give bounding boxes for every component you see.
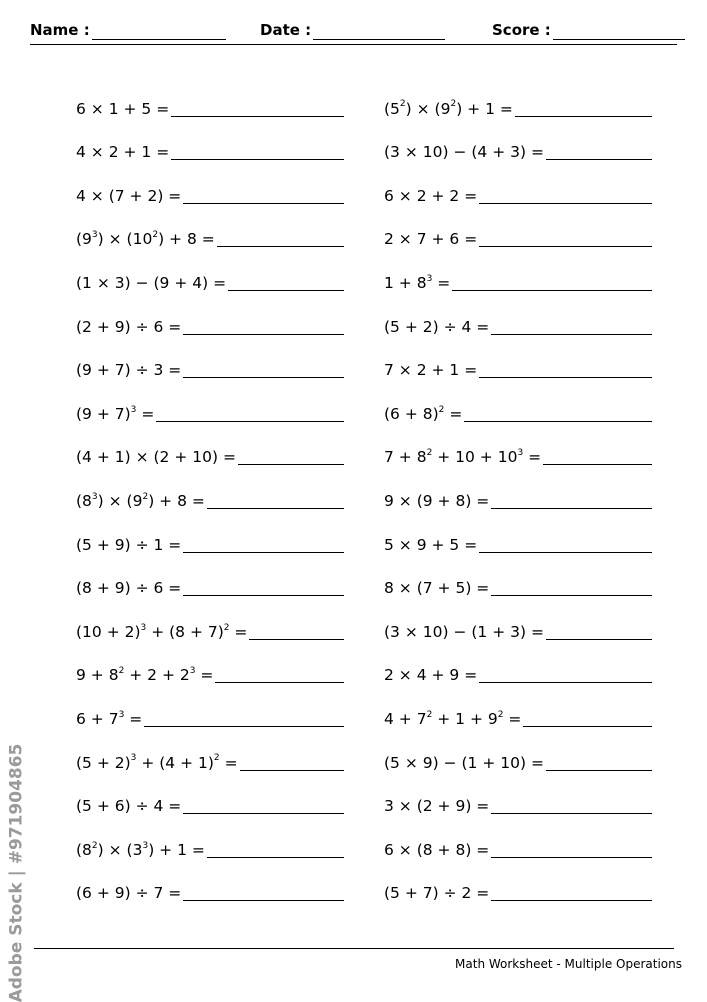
problem-expression: $1 + 8^3$ = (384, 273, 451, 292)
problem-expression: $(5^2) \times (9^2) + 1$ = (384, 99, 513, 118)
problem-expression: 4 × (7 + 2) = (76, 186, 182, 205)
left-problem-5 (76, 256, 344, 300)
answer-line (452, 290, 652, 291)
problem-expression: (5 + 7) ÷ 2 = (384, 884, 490, 903)
problem-expression: 2 × 7 + 6 = (384, 230, 478, 249)
answer-line (215, 682, 344, 683)
answer-line (479, 552, 652, 553)
date-label: Date : (260, 21, 312, 39)
problem-expression: (8 + 9) ÷ 6 = (76, 579, 182, 598)
problem-expression: 8 × (7 + 5) = (384, 579, 490, 598)
right-problem-1 (384, 82, 652, 126)
problem-expression: 6 × 2 + 2 = (384, 186, 478, 205)
problem-expression: (3 × 10) − (4 + 3) = (384, 143, 544, 162)
answer-line (183, 813, 344, 814)
left-problem-9 (76, 431, 344, 475)
answer-line (183, 203, 344, 204)
answer-line (171, 159, 344, 160)
stock-watermark (3, 743, 29, 1002)
answer-line (183, 552, 344, 553)
stock-id-text: Adobe Stock | #971904865 (6, 743, 26, 1002)
right-problem-2 (384, 126, 652, 170)
score-field (492, 20, 685, 40)
problem-expression: (5 + 9) ÷ 1 = (76, 535, 182, 554)
problem-expression: $(10 + 2)^3 + (8 + 7)^2$ = (76, 622, 248, 641)
problem-expression: $7 + 8^2 + 10 + 10^3$ = (384, 448, 542, 467)
answer-line (479, 246, 652, 247)
problem-expression: $6 + 7^3$ = (76, 709, 143, 728)
answer-line (183, 377, 344, 378)
problem-expression: $(9^3) \times (10^2) + 8$ = (76, 230, 215, 249)
left-problem-2 (76, 126, 344, 170)
right-problem-9 (384, 431, 652, 475)
name-field (30, 20, 226, 40)
answer-line (228, 290, 344, 291)
problem-expression: 6 × 1 + 5 = (76, 99, 170, 118)
problem-expression: (5 + 6) ÷ 4 = (76, 797, 182, 816)
problem-expression: 4 × 2 + 1 = (76, 143, 170, 162)
problem-expression: 2 × 4 + 9 = (384, 666, 478, 685)
answer-line (464, 421, 652, 422)
right-problem-8 (384, 387, 652, 431)
answer-line (491, 595, 652, 596)
problem-expression: (5 × 9) − (1 + 10) = (384, 753, 544, 772)
right-problem-16 (384, 736, 652, 780)
answer-line (217, 246, 344, 247)
worksheet-header (30, 20, 677, 44)
problem-expression: (1 × 3) − (9 + 4) = (76, 273, 227, 292)
left-problem-6 (76, 300, 344, 344)
answer-line (207, 857, 344, 858)
right-problem-18 (384, 823, 652, 867)
left-problem-column (76, 82, 344, 910)
score-label: Score : (492, 21, 551, 39)
left-problem-18 (76, 823, 344, 867)
right-problem-17 (384, 780, 652, 824)
answer-line (479, 377, 652, 378)
answer-line (479, 203, 652, 204)
answer-line (515, 116, 652, 117)
answer-line (156, 421, 344, 422)
right-problem-13 (384, 605, 652, 649)
problem-expression: 7 × 2 + 1 = (384, 361, 478, 380)
problem-expression: $(6 + 8)^2$ = (384, 404, 463, 423)
problem-expression: (4 + 1) × (2 + 10) = (76, 448, 236, 467)
problem-expression: $(9 + 7)^3$ = (76, 404, 155, 423)
score-blank-line (553, 23, 685, 40)
right-problem-4 (384, 213, 652, 257)
left-problem-17 (76, 780, 344, 824)
right-problem-3 (384, 169, 652, 213)
left-problem-16 (76, 736, 344, 780)
problem-expression: 3 × (2 + 9) = (384, 797, 490, 816)
left-problem-10 (76, 474, 344, 518)
left-problem-4 (76, 213, 344, 257)
footer-title: Math Worksheet - Multiple Operations (455, 957, 682, 971)
answer-line (249, 639, 344, 640)
answer-line (183, 900, 344, 901)
problem-expression: $(8^3) \times (9^2) + 8$ = (76, 491, 205, 510)
answer-line (144, 726, 344, 727)
problem-expression: (9 + 7) ÷ 3 = (76, 361, 182, 380)
answer-line (491, 857, 652, 858)
name-blank-line (92, 23, 226, 40)
right-problem-15 (384, 692, 652, 736)
left-problem-13 (76, 605, 344, 649)
answer-line (183, 595, 344, 596)
name-label: Name : (30, 21, 90, 39)
problem-expression: $9 + 8^2 + 2 + 2^3$ = (76, 666, 214, 685)
answer-line (238, 464, 344, 465)
problem-expression: 5 × 9 + 5 = (384, 535, 478, 554)
right-problem-12 (384, 562, 652, 606)
problem-expression: $(8^2) \times (3^3) + 1$ = (76, 840, 205, 859)
problem-expression: 6 × (8 + 8) = (384, 840, 490, 859)
problem-expression: $(5 + 2)^3 + (4 + 1)^2$ = (76, 753, 238, 772)
answer-line (183, 334, 344, 335)
right-problem-column (384, 82, 652, 910)
left-problem-14 (76, 649, 344, 693)
problem-expression: (2 + 9) ÷ 6 = (76, 317, 182, 336)
right-problem-5 (384, 256, 652, 300)
answer-line (491, 900, 652, 901)
header-divider (30, 44, 677, 45)
answer-line (543, 464, 652, 465)
answer-line (491, 334, 652, 335)
answer-line (240, 770, 344, 771)
answer-line (491, 508, 652, 509)
answer-line (523, 726, 652, 727)
left-problem-19 (76, 867, 344, 911)
answer-line (207, 508, 344, 509)
left-problem-3 (76, 169, 344, 213)
problem-expression: (6 + 9) ÷ 7 = (76, 884, 182, 903)
answer-line (546, 159, 652, 160)
left-problem-8 (76, 387, 344, 431)
left-problem-12 (76, 562, 344, 606)
right-problem-10 (384, 474, 652, 518)
right-problem-14 (384, 649, 652, 693)
left-problem-1 (76, 82, 344, 126)
left-problem-15 (76, 692, 344, 736)
problem-expression: 9 × (9 + 8) = (384, 491, 490, 510)
left-problem-11 (76, 518, 344, 562)
answer-line (491, 813, 652, 814)
answer-line (546, 639, 652, 640)
problem-expression: $4 + 7^2 + 1 + 9^2$ = (384, 709, 522, 728)
problem-expression: (3 × 10) − (1 + 3) = (384, 622, 544, 641)
right-problem-19 (384, 867, 652, 911)
answer-line (479, 682, 652, 683)
answer-line (546, 770, 652, 771)
date-blank-line (313, 23, 445, 40)
right-problem-6 (384, 300, 652, 344)
right-problem-11 (384, 518, 652, 562)
answer-line (171, 116, 344, 117)
footer-divider (34, 948, 674, 949)
problem-expression: (5 + 2) ÷ 4 = (384, 317, 490, 336)
right-problem-7 (384, 344, 652, 388)
left-problem-7 (76, 344, 344, 388)
date-field (260, 20, 445, 40)
